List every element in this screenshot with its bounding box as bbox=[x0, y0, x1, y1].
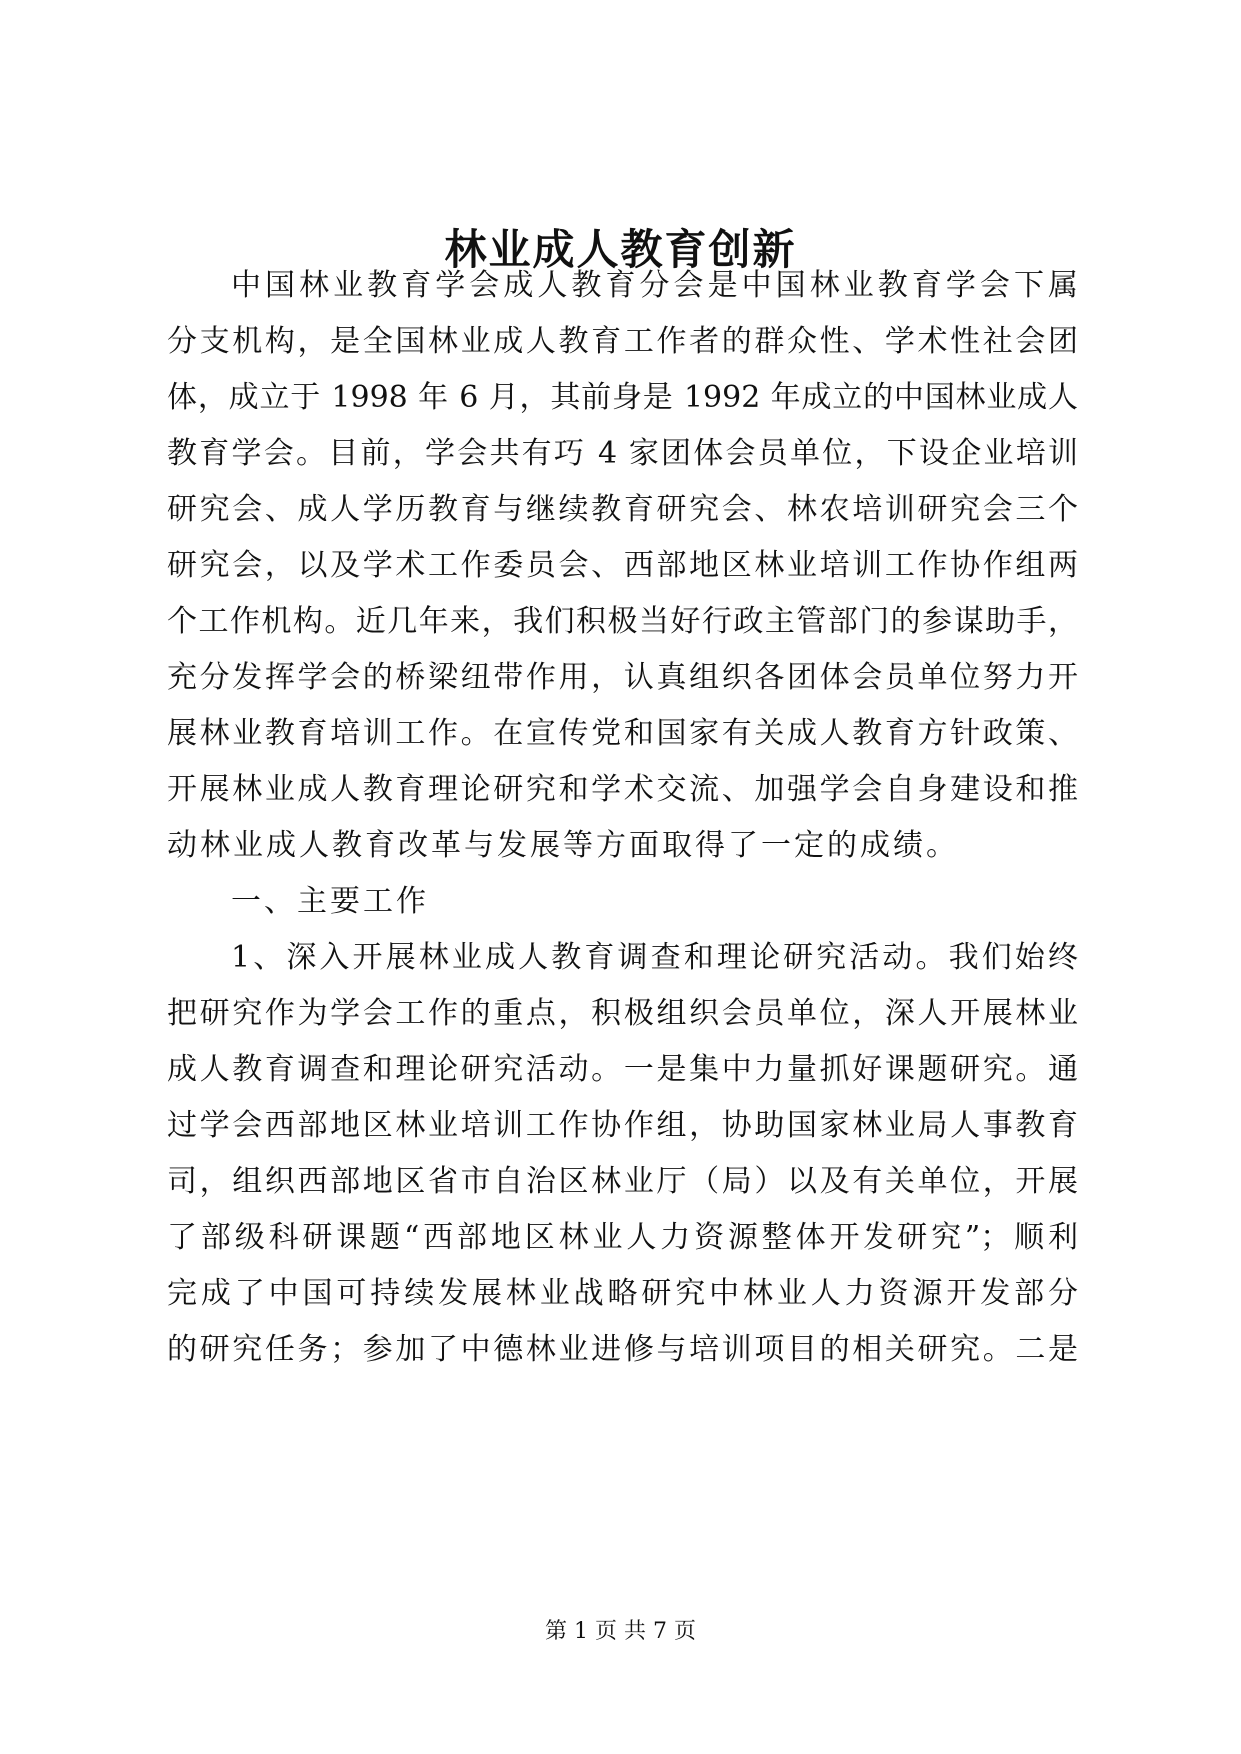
paragraph-line: 个工作机构。近几年来，我们积极当好行政主管部门的参谋助手， bbox=[167, 604, 1078, 639]
page-number-footer: 第 1 页 共 7 页 bbox=[545, 1619, 696, 1644]
paragraph-line: 司，组织西部地区省市自治区林业厅（局）以及有关单位，开展 bbox=[167, 1164, 1078, 1199]
paragraph-line: 开展林业成人教育理论研究和学术交流、加强学会自身建设和推 bbox=[167, 772, 1078, 807]
paragraph-line: 的研究任务；参加了中德林业进修与培训项目的相关研究。二是 bbox=[167, 1332, 1078, 1367]
document-title: 林业成人教育创新 bbox=[444, 225, 797, 274]
paragraph-line: 分支机构，是全国林业成人教育工作者的群众性、学术性社会团 bbox=[167, 324, 1078, 359]
paragraph-line: 研究会、成人学历教育与继续教育研究会、林农培训研究会三个 bbox=[167, 492, 1078, 527]
paragraph-line: 过学会西部地区林业培训工作协作组，协助国家林业局人事教育 bbox=[167, 1108, 1078, 1143]
paragraph-line: 教育学会。目前，学会共有巧 4 家团体会员单位，下设企业培训 bbox=[167, 436, 1078, 471]
paragraph-line: 体，成立于 1998 年 6 月，其前身是 1992 年成立的中国林业成人 bbox=[167, 380, 1078, 415]
section-heading: 一、主要工作 bbox=[231, 884, 429, 919]
paragraph-line: 动林业成人教育改革与发展等方面取得了一定的成绩。 bbox=[167, 828, 959, 863]
paragraph-line: 研究会，以及学术工作委员会、西部地区林业培训工作协作组两 bbox=[167, 548, 1078, 583]
paragraph-line: 成人教育调查和理论研究活动。一是集中力量抓好课题研究。通 bbox=[167, 1052, 1078, 1087]
paragraph-line: 完成了中国可持续发展林业战略研究中林业人力资源开发部分 bbox=[167, 1276, 1078, 1311]
paragraph-line: 1、深入开展林业成人教育调查和理论研究活动。我们始终 bbox=[231, 940, 1078, 975]
paragraph-line: 展林业教育培训工作。在宣传党和国家有关成人教育方针政策、 bbox=[167, 716, 1078, 751]
paragraph-line: 充分发挥学会的桥梁纽带作用，认真组织各团体会员单位努力开 bbox=[167, 660, 1078, 695]
paragraph-line: 把研究作为学会工作的重点，积极组织会员单位，深人开展林业 bbox=[167, 996, 1078, 1031]
paragraph-line: 了部级科研课题“西部地区林业人力资源整体开发研究”；顺利 bbox=[167, 1220, 1078, 1255]
paragraph-line: 中国林业教育学会成人教育分会是中国林业教育学会下属 bbox=[231, 268, 1078, 303]
